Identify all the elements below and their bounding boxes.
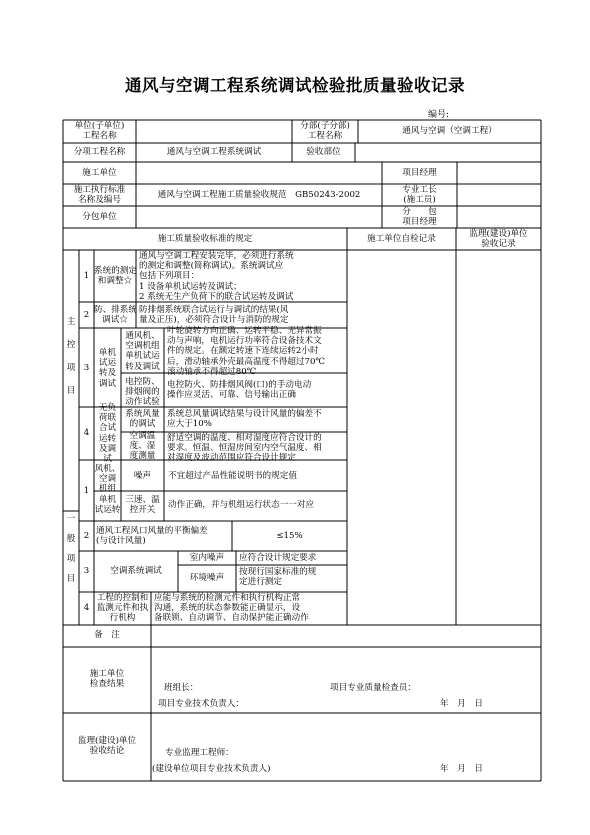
sub-item-name-line: 空调温 [129,431,156,441]
sub-item-name-line: 排烟阀的 [125,387,160,398]
sub-item-name-line: 三速、温 [125,495,160,505]
supervisor-column-header [456,229,541,249]
item-name-line: 空调 [98,474,117,485]
group-char: 项 [66,363,76,373]
group-char: 目 [66,574,76,584]
requirement-line: 1 设备单机试运转及调试； [139,281,242,292]
item-name-line: 监测元件和执 [96,603,149,614]
item-number: 2 [83,310,90,320]
requirement-line: 按现行国家标准的规 [239,567,317,577]
sub-project-value: 通风与空调（空调工程） [402,126,497,136]
item-name [94,266,136,286]
supervisor-column-header-line2: 验收记录 [481,239,516,250]
item-name-line: 合试 [98,423,117,434]
qc-inspector-signature: 项目专业质量检查员： [330,683,416,693]
item-requirement [139,251,294,302]
item-name-line: 防、排系统 [94,305,137,315]
item-project-label: 分项工程名称 [73,147,126,157]
supervisor-conclusion-label-line2: 验收结论 [89,746,125,757]
item-name-line: 工程的控制和 [96,593,149,603]
item-requirement [139,305,288,325]
sub-item-requirement: 不宜超过产品性能说明书的规定值 [168,471,297,481]
requirement-line: 舒适空调的温度、相对湿度应符合设计的 [167,433,322,443]
sub-item-name-line: 度测量 [129,451,156,462]
item-name-line: 试 [103,454,112,465]
page-title: 通风与空调工程系统调试检验批质量验收记录 [125,76,465,95]
item-number: 2 [83,531,90,541]
requirement-line: 沟通，系统的状态参数能正确显示，设 [154,603,301,614]
group-char: 一 [66,514,76,524]
sub-item-name: 环境噪声 [189,573,225,583]
sub-item-name-line: 空调机组 [125,341,160,352]
supervisor-conclusion-label [63,736,151,756]
item-requirement: ≤15% [276,531,303,541]
acceptance-part-label: 验收部位 [306,147,341,157]
sub-item-name-line: 度、湿 [129,441,156,452]
requirement-line: 备联锁、自动调节、自动保护能正确动作 [154,613,309,624]
item-number: 4 [83,428,90,438]
item-name-line: 风机、 [94,464,121,474]
requirement-line: 通风与空调工程安装完毕，必须进行系统 [139,251,294,261]
sub-item-requirement [167,409,322,429]
construction-check-label-line1: 施工单位 [89,669,125,679]
supervisor-conclusion-label-line1: 监理(建设)单位 [77,736,137,746]
exec-standard-label-line2: 名称及编号 [78,195,121,206]
requirement-line: 电控防火、防排烟风阀(口)的手动电动 [167,380,312,390]
supervisor-column-header-line1: 监理(建设)单位 [469,229,528,239]
subcontract-pm-label-line1: 分 包 [402,207,437,217]
requirement-line: 2 系统无生产负荷下的联合试运转及调试 [139,291,294,302]
sub-project-label-line2: 工程名称 [307,131,343,142]
requirement-line: 叶轮旋转方向正确、运转平稳、无异常振 [167,326,322,336]
main-control-group-label [63,311,79,403]
group-char: 主 [66,317,76,327]
item-name-line: 系统的测定 [94,266,137,276]
item-number: 4 [83,603,90,613]
unit-project-label-line2: 工程名称 [82,131,117,142]
item-project-value: 通风与空调工程系统调试 [166,147,262,157]
sub-project-label [292,121,358,141]
foreman-label [382,185,457,205]
unit-project-label-line1: 单位(子单位) [74,121,125,131]
sub-item-name-line: 通风机、 [125,331,160,341]
item-name-line: 单机 [98,348,117,358]
requirement-line: 应大于10% [167,419,212,430]
item-name [94,464,121,515]
sub-item-name [121,431,164,462]
tech-lead-signature: 项目专业技术负责人： [158,699,244,709]
requirement-line: 防排烟系统联合试运行与调试的结果(风 [139,305,289,315]
sub-item-name: 噪声 [133,471,152,481]
requirement-line: 动与声响，电机运行功率符合设备技术文 [167,336,322,347]
item-name-line: 单机 [98,494,117,505]
requirement-line: 滚动轴承不得超过80℃ [167,366,257,377]
subcontract-pm-label-line2: 项目经理 [402,217,437,228]
item-number: 3 [83,566,90,576]
sub-item-name [121,495,164,515]
item-requirement [154,593,309,624]
self-check-column-header: 施工单位自检记录 [367,234,436,244]
requirement-line: 系统总风量调试结果与设计风量的偏差不 [167,409,322,419]
requirement-line: 定进行测定 [239,577,282,588]
construction-check-label-line2: 检查结果 [89,679,125,690]
sub-item-name [121,331,164,372]
item-number: 1 [83,271,90,281]
item-name-line: 运转 [98,433,117,444]
spec-column-header: 施工质量验收标准的规定 [157,234,253,244]
sub-item-name-line: 转及调试 [125,361,160,372]
sub-item-requirement [239,567,316,587]
requirement-line: 的测定和调整(简称调试)。系统调试应 [139,261,284,272]
item-number: 1 [83,486,90,496]
owner-tech-lead-signature: (建设单位项目专业技术负责人) [152,764,271,774]
exec-standard-label [63,185,136,205]
requirement-line: 包括下列项目： [139,271,200,282]
sub-item-name [121,377,164,408]
group-char: 目 [66,386,76,396]
item-name-line: 试运转 [94,504,121,515]
sub-item-name-line: 的调试 [129,419,156,430]
sub-item-requirement [167,433,322,464]
item-name [94,348,121,389]
sub-item-name [121,409,164,429]
unit-project-label [63,121,136,141]
construction-check-label [63,669,151,689]
team-leader-signature: 班组长： [164,683,199,693]
requirement-line: 后，滑动轴承外壳最高温度不得超过70℃ [167,356,326,367]
item-name-line: 荷联 [98,413,117,424]
group-char: 般 [66,534,76,544]
supervising-engineer-signature: 专业监理工程师： [165,748,234,758]
requirement-line: 应能与系统的检测元件和执行机构正常 [154,593,301,603]
group-char: 项 [66,554,76,564]
item-name-line: 通风工程风口风量的平衡偏差 [96,526,208,536]
item-name [96,526,208,546]
item-name [94,593,151,624]
item-name-line: 调试☆ [102,315,128,326]
sub-project-label-line1: 分部(子分部) [300,121,350,131]
item-name-line: 行机构 [109,613,136,624]
item-name-line: 及调 [98,443,117,454]
item-name [94,305,136,325]
item-name-line: 和调整☆ [97,276,133,287]
group-char: 控 [66,340,76,350]
sub-item-requirement [167,326,325,377]
exec-standard-label-line1: 施工执行标准 [73,185,126,195]
project-manager-label: 项目经理 [402,168,437,178]
subcontract-pm-label [382,207,457,227]
requirement-line: 件的规定。在额定转速下连续运转2小时 [167,346,319,357]
requirement-line: 要求。恒温、恒湿房间室内空气温度、相 [167,443,322,454]
item-name-line: 调试 [98,378,117,389]
requirement-line: 量及正压)，必须符合设计与消防的规定 [139,315,289,326]
sub-item-name-line: 控开关 [129,505,156,516]
item-name-line: (与设计风量) [96,536,146,547]
foreman-label-line2: (施工员) [403,195,436,206]
sub-item-requirement: 应符合设计规定要求 [239,553,317,563]
sub-item-requirement: 动作正确，并与机组运行状态一一对应 [168,500,315,510]
sub-item-name-line: 动作试验 [125,397,160,408]
remarks-label: 备 注 [94,630,120,640]
supervisor-conclusion-date: 年 月 日 [440,764,483,774]
requirement-line: 对湿度及波动范围应符合设计规定 [167,453,296,464]
sub-item-name: 室内噪声 [189,553,225,563]
item-name: 空调系统调试 [110,566,162,576]
sub-item-requirement [167,380,311,400]
item-name-line: 试运 [98,358,117,369]
sub-item-name-line: 系统风量 [125,409,160,419]
item-number: 3 [83,363,90,373]
sub-item-name-line: 电控防、 [125,377,160,387]
general-group-label [63,509,79,589]
construction-check-date: 年 月 日 [440,699,483,709]
item-name-line: 无负 [98,403,117,413]
subcontract-unit-label: 分包单位 [82,212,117,222]
exec-standard-value: 通风与空调工程施工质量验收规范 GB50243-2002 [157,190,361,200]
construction-unit-label: 施工单位 [82,168,117,178]
item-name-line: 机组 [98,484,117,495]
document-number-label: 编号: [428,110,450,120]
sub-item-name-line: 单机试运 [125,351,160,362]
foreman-label-line1: 专业工长 [402,185,437,195]
item-name-line: 转及 [98,368,117,379]
requirement-line: 操作应灵活、可靠、信号输出正确 [167,390,296,401]
item-name [94,403,121,464]
